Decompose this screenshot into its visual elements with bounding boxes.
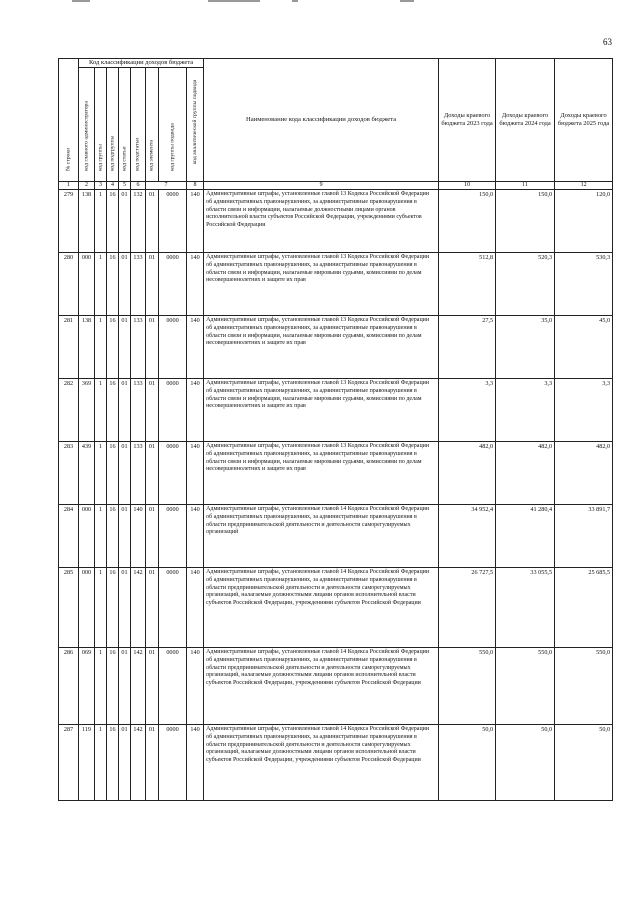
subgroup-code: 16: [107, 725, 119, 801]
analytic-code: 140: [187, 648, 204, 725]
column-number: 1: [59, 182, 79, 190]
group-code: 1: [95, 568, 107, 648]
income-2024: 520,3: [496, 253, 555, 316]
page-number: 63: [603, 37, 612, 47]
income-2025: 482,0: [555, 442, 613, 505]
column-number: 10: [439, 182, 496, 190]
income-2024: 150,0: [496, 190, 555, 253]
admin-code: 439: [79, 442, 95, 505]
header-row-number: № строки: [59, 59, 79, 182]
article-code: 01: [119, 190, 131, 253]
subgroup-code: 16: [107, 316, 119, 379]
table-row: [59, 253, 613, 316]
analytic-code: 140: [187, 725, 204, 801]
income-2024: 35,0: [496, 316, 555, 379]
income-2024: 50,0: [496, 725, 555, 801]
subgroup-code: 16: [107, 190, 119, 253]
income-2024: 3,3: [496, 379, 555, 442]
income-2023: 150,0: [439, 190, 496, 253]
income-2025: 120,0: [555, 190, 613, 253]
row-number: 284: [59, 505, 79, 568]
article-code: 01: [119, 648, 131, 725]
income-2023: 34 952,4: [439, 505, 496, 568]
income-2024: 550,0: [496, 648, 555, 725]
group-code: 1: [95, 379, 107, 442]
income-name: Административные штрафы, установленные главой 13 Кодекса Российской Федерации об административных правонарушениях, за административные правонарушения в области связи и информации, налагаемые должностными лицами органов исполнительной власти субъектов Российской Федерации, учреждениями субъектов Российской Федерации: [204, 190, 439, 253]
admin-code: 138: [79, 316, 95, 379]
subarticle-code: 133: [131, 442, 146, 505]
element-code: 01: [146, 253, 159, 316]
income-2025: 33 891,7: [555, 505, 613, 568]
header-income-2025: Доходы краевого бюджета 2025 года: [555, 59, 613, 182]
income-2025: 25 685,5: [555, 568, 613, 648]
header-element-code: код элемента: [146, 68, 159, 182]
subtype-group-code: 0000: [159, 505, 187, 568]
subtype-group-code: 0000: [159, 648, 187, 725]
admin-code: 138: [79, 190, 95, 253]
header-subarticle-code: код подстатьи: [131, 68, 146, 182]
analytic-code: 140: [187, 379, 204, 442]
table-row: [59, 648, 613, 725]
analytic-code: 140: [187, 253, 204, 316]
article-code: 01: [119, 316, 131, 379]
element-code: 01: [146, 379, 159, 442]
subtype-group-code: 0000: [159, 316, 187, 379]
column-number: 7: [146, 182, 187, 190]
income-name: Административные штрафы, установленные главой 13 Кодекса Российской Федерации об административных правонарушениях, за административные правонарушения в области связи и информации, налагаемые мировыми судьями, комиссиями по делам несовершеннолетних и защите их прав: [204, 316, 439, 379]
header-income-2023: Доходы краевого бюджета 2023 года: [439, 59, 496, 182]
element-code: 01: [146, 316, 159, 379]
group-code: 1: [95, 316, 107, 379]
income-name: Административные штрафы, установленные главой 14 Кодекса Российской Федерации об административных правонарушениях, за административные правонарушения в области предпринимательской деятельности и деятельности саморегулируемых организаций, налагаемые должностными лицами органов исполнительной власти субъектов Российской Федерации, учреждениями субъектов Российской Федерации: [204, 648, 439, 725]
subgroup-code: 16: [107, 379, 119, 442]
element-code: 01: [146, 725, 159, 801]
income-name: Административные штрафы, установленные главой 14 Кодекса Российской Федерации об административных правонарушениях, за административные правонарушения в области предпринимательской деятельности и деятельности саморегулируемых организаций, налагаемые должностными лицами органов исполнительной власти субъектов Российской Федерации, учреждениями субъектов Российской Федерации: [204, 568, 439, 648]
row-number: 283: [59, 442, 79, 505]
row-number: 282: [59, 379, 79, 442]
budget-income-table: [58, 58, 613, 801]
subarticle-code: 133: [131, 253, 146, 316]
subgroup-code: 16: [107, 253, 119, 316]
row-number: 287: [59, 725, 79, 801]
group-code: 1: [95, 190, 107, 253]
table-row: [59, 505, 613, 568]
row-number: 279: [59, 190, 79, 253]
row-number: 285: [59, 568, 79, 648]
column-numbers-row: [59, 182, 613, 190]
subarticle-code: 132: [131, 190, 146, 253]
column-number: 5: [119, 182, 131, 190]
table-row: [59, 190, 613, 253]
subtype-group-code: 0000: [159, 725, 187, 801]
subarticle-code: 133: [131, 316, 146, 379]
header-income-2024: Доходы краевого бюджета 2024 года: [496, 59, 555, 182]
subtype-group-code: 0000: [159, 442, 187, 505]
income-name: Административные штрафы, установленные главой 14 Кодекса Российской Федерации об административных правонарушениях, за административные правонарушения в области предпринимательской деятельности и деятельности саморегулируемых организаций, налагаемые должностными лицами органов исполнительной власти субъектов Российской Федерации, учреждениями субъектов Российской Федерации: [204, 725, 439, 801]
admin-code: 000: [79, 505, 95, 568]
element-code: 01: [146, 190, 159, 253]
admin-code: 000: [79, 568, 95, 648]
row-number: 280: [59, 253, 79, 316]
income-2025: 50,0: [555, 725, 613, 801]
element-code: 01: [146, 648, 159, 725]
column-number: 8: [187, 182, 204, 190]
admin-code: 069: [79, 648, 95, 725]
header-admin-code: код главного администратора: [79, 68, 95, 182]
income-name: Административные штрафы, установленные главой 13 Кодекса Российской Федерации об административных правонарушениях, за административные правонарушения в области связи и информации, налагаемые мировыми судьями, комиссиями по делам несовершеннолетних и защите их прав: [204, 379, 439, 442]
header-article-code: код статьи: [119, 68, 131, 182]
header-name: Наименование кода классификации доходов бюджета: [204, 59, 439, 182]
income-2025: 530,3: [555, 253, 613, 316]
group-code: 1: [95, 253, 107, 316]
analytic-code: 140: [187, 505, 204, 568]
income-2023: 27,5: [439, 316, 496, 379]
article-code: 01: [119, 568, 131, 648]
group-code: 1: [95, 442, 107, 505]
column-number: 11: [496, 182, 555, 190]
income-name: Административные штрафы, установленные главой 14 Кодекса Российской Федерации об административных правонарушениях, за административные правонарушения в области предпринимательской деятельности и деятельности саморегулируемых организаций: [204, 505, 439, 568]
analytic-code: 140: [187, 568, 204, 648]
income-2023: 550,0: [439, 648, 496, 725]
article-code: 01: [119, 505, 131, 568]
column-number: 4: [107, 182, 119, 190]
header-classification-group: Код классификации доходов бюджета: [79, 59, 204, 68]
income-2023: 50,0: [439, 725, 496, 801]
income-2024: 41 280,4: [496, 505, 555, 568]
income-2023: 26 727,5: [439, 568, 496, 648]
income-2025: 3,3: [555, 379, 613, 442]
scan-top-marks: [60, 0, 480, 6]
element-code: 01: [146, 442, 159, 505]
group-code: 1: [95, 648, 107, 725]
subtype-group-code: 0000: [159, 253, 187, 316]
income-2024: 482,0: [496, 442, 555, 505]
subgroup-code: 16: [107, 648, 119, 725]
income-2025: 45,0: [555, 316, 613, 379]
analytic-code: 140: [187, 190, 204, 253]
subtype-group-code: 0000: [159, 379, 187, 442]
table-row: [59, 316, 613, 379]
column-number: 2: [79, 182, 95, 190]
admin-code: 369: [79, 379, 95, 442]
income-name: Административные штрафы, установленные главой 13 Кодекса Российской Федерации об административных правонарушениях, за административные правонарушения в области связи и информации, налагаемые мировыми судьями, комиссиями по делам несовершеннолетних и защите их прав: [204, 253, 439, 316]
admin-code: 119: [79, 725, 95, 801]
table-row: [59, 379, 613, 442]
subarticle-code: 142: [131, 568, 146, 648]
element-code: 01: [146, 568, 159, 648]
element-code: 01: [146, 505, 159, 568]
subtype-group-code: 0000: [159, 568, 187, 648]
subgroup-code: 16: [107, 505, 119, 568]
subarticle-code: 142: [131, 725, 146, 801]
income-2024: 33 055,5: [496, 568, 555, 648]
column-number: 3: [95, 182, 107, 190]
subarticle-code: 140: [131, 505, 146, 568]
column-number: 12: [555, 182, 613, 190]
subgroup-code: 16: [107, 442, 119, 505]
row-number: 281: [59, 316, 79, 379]
income-2025: 550,0: [555, 648, 613, 725]
income-name: Административные штрафы, установленные главой 13 Кодекса Российской Федерации об административных правонарушениях, за административные правонарушения в области связи и информации, налагаемые мировыми судьями, комиссиями по делам несовершеннолетних и защите их прав: [204, 442, 439, 505]
group-code: 1: [95, 505, 107, 568]
table-row: [59, 725, 613, 801]
table-row: [59, 442, 613, 505]
group-code: 1: [95, 725, 107, 801]
subarticle-code: 142: [131, 648, 146, 725]
row-number: 286: [59, 648, 79, 725]
article-code: 01: [119, 253, 131, 316]
column-number: 6: [131, 182, 146, 190]
analytic-code: 140: [187, 442, 204, 505]
header-subgroup-code: код подгруппы: [107, 68, 119, 182]
article-code: 01: [119, 725, 131, 801]
subtype-group-code: 0000: [159, 190, 187, 253]
column-number: 9: [204, 182, 439, 190]
subgroup-code: 16: [107, 568, 119, 648]
income-2023: 512,8: [439, 253, 496, 316]
header-subtype-group-code: код группы подвида: [159, 68, 187, 182]
table-row: [59, 568, 613, 648]
header-analytic-group-code: код аналитической группы подвида: [187, 68, 204, 182]
income-2023: 482,0: [439, 442, 496, 505]
article-code: 01: [119, 379, 131, 442]
header-group-code: код группы: [95, 68, 107, 182]
subarticle-code: 133: [131, 379, 146, 442]
income-2023: 3,3: [439, 379, 496, 442]
article-code: 01: [119, 442, 131, 505]
analytic-code: 140: [187, 316, 204, 379]
admin-code: 000: [79, 253, 95, 316]
